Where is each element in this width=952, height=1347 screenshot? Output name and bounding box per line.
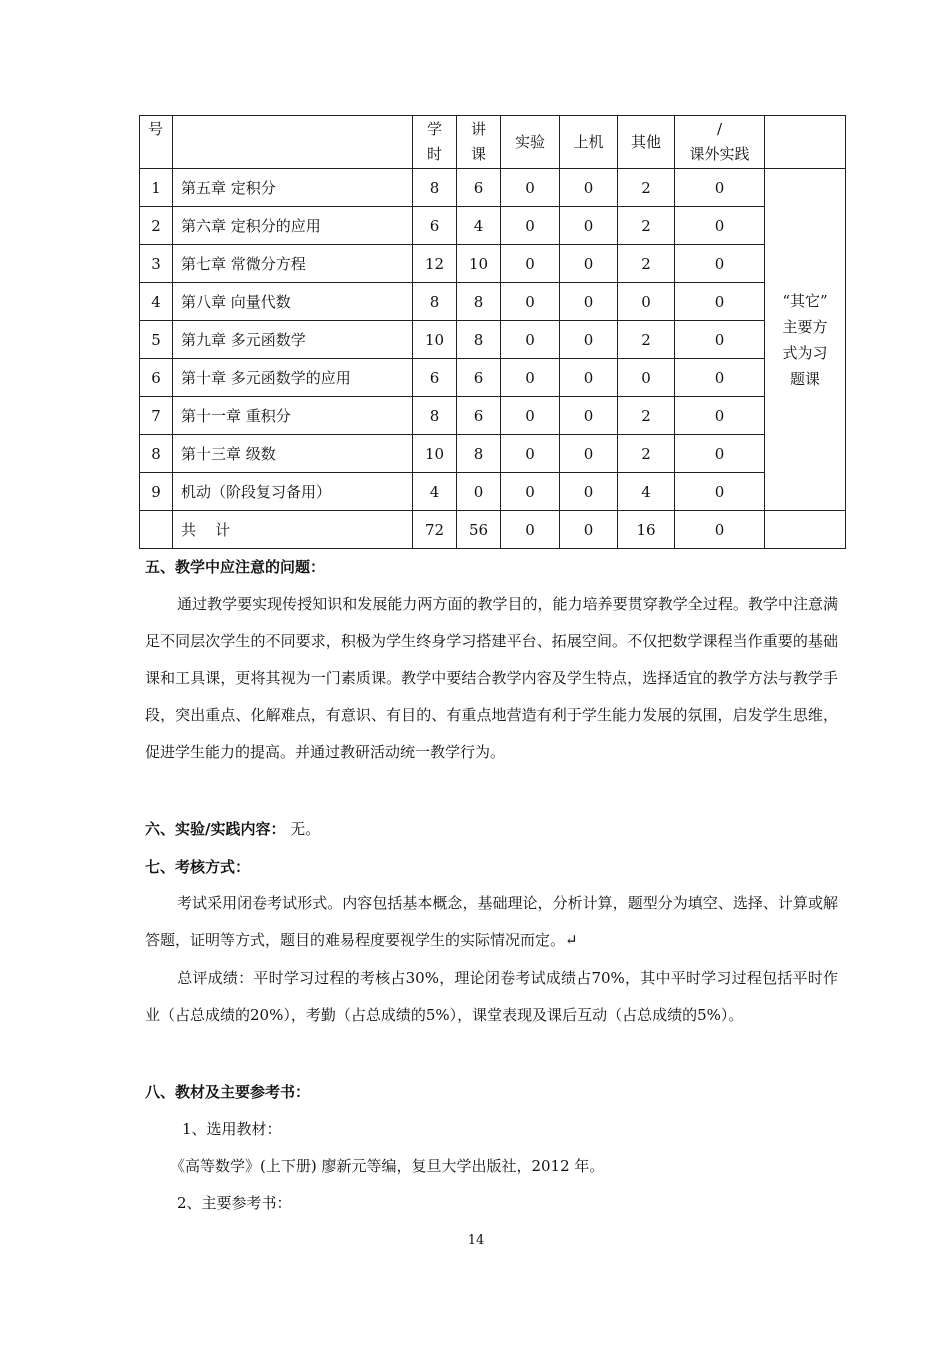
section8-item2: 2、主要参考书： — [177, 1194, 292, 1212]
row-hours: 10 — [413, 435, 457, 473]
row-computer: 0 — [560, 283, 618, 321]
section5-heading: 五、教学中应注意的问题： — [145, 558, 326, 576]
row-computer: 0 — [560, 245, 618, 283]
row-no: 9 — [140, 473, 173, 511]
total-note — [765, 511, 846, 549]
row-other: 2 — [618, 207, 675, 245]
row-chapter: 第九章 多元函数学 — [173, 321, 413, 359]
section8-textbook: 《高等数学》(上下册) 廖新元等编，复旦大学出版社，2012 年。 — [170, 1157, 605, 1175]
header-note — [765, 116, 846, 169]
row-no: 1 — [140, 169, 173, 207]
row-practice: 0 — [675, 473, 765, 511]
header-other: 其他 — [618, 116, 675, 169]
total-no — [140, 511, 173, 549]
table-row — [140, 321, 846, 359]
row-hours: 10 — [413, 321, 457, 359]
row-experiment: 0 — [501, 207, 560, 245]
header-no: 号 — [140, 116, 173, 169]
table-row — [140, 473, 846, 511]
row-hours: 4 — [413, 473, 457, 511]
row-chapter: 第七章 常微分方程 — [173, 245, 413, 283]
row-lecture: 10 — [457, 245, 501, 283]
row-practice: 0 — [675, 283, 765, 321]
row-computer: 0 — [560, 397, 618, 435]
row-computer: 0 — [560, 473, 618, 511]
row-practice: 0 — [675, 397, 765, 435]
row-practice: 0 — [675, 245, 765, 283]
row-other: 2 — [618, 169, 675, 207]
row-lecture: 4 — [457, 207, 501, 245]
table-row — [140, 207, 846, 245]
row-no: 2 — [140, 207, 173, 245]
table-row — [140, 397, 846, 435]
table-row — [140, 283, 846, 321]
row-lecture: 0 — [457, 473, 501, 511]
row-hours: 6 — [413, 359, 457, 397]
total-lecture: 56 — [457, 511, 501, 549]
table-header-row — [140, 116, 846, 169]
section8-item1: 1、选用教材： — [182, 1120, 282, 1138]
row-hours: 12 — [413, 245, 457, 283]
section7-heading: 七、考核方式： — [145, 858, 251, 876]
header-study-hours: 学 时 — [413, 116, 457, 169]
row-chapter: 第六章 定积分的应用 — [173, 207, 413, 245]
row-hours: 6 — [413, 207, 457, 245]
section8-heading: 八、教材及主要参考书： — [145, 1083, 311, 1101]
row-chapter: 第十三章 级数 — [173, 435, 413, 473]
row-computer: 0 — [560, 207, 618, 245]
header-computer: 上机 — [560, 116, 618, 169]
row-chapter: 第十章 多元函数学的应用 — [173, 359, 413, 397]
note-cell: “其它” 主要方 式为习 题课 — [765, 169, 846, 511]
row-lecture: 6 — [457, 397, 501, 435]
row-chapter: 机动（阶段复习备用） — [173, 473, 413, 511]
table-row — [140, 245, 846, 283]
total-label: 共 计 — [173, 511, 413, 549]
total-other: 16 — [618, 511, 675, 549]
row-no: 3 — [140, 245, 173, 283]
row-lecture: 8 — [457, 321, 501, 359]
header-outside-practice: / 课外实践 — [675, 116, 765, 169]
row-lecture: 6 — [457, 169, 501, 207]
total-experiment: 0 — [501, 511, 560, 549]
row-experiment: 0 — [501, 245, 560, 283]
row-other: 2 — [618, 435, 675, 473]
row-computer: 0 — [560, 359, 618, 397]
row-chapter: 第八章 向量代数 — [173, 283, 413, 321]
section6-heading: 六、实验/实践内容： 无。 — [145, 820, 321, 838]
row-no: 8 — [140, 435, 173, 473]
row-no: 7 — [140, 397, 173, 435]
page-number: 14 — [467, 1233, 485, 1248]
row-computer: 0 — [560, 169, 618, 207]
row-experiment: 0 — [501, 359, 560, 397]
row-experiment: 0 — [501, 321, 560, 359]
row-practice: 0 — [675, 321, 765, 359]
row-other: 2 — [618, 245, 675, 283]
header-experiment: 实验 — [501, 116, 560, 169]
course-hours-table — [139, 115, 846, 549]
table-row — [140, 169, 846, 207]
row-computer: 0 — [560, 321, 618, 359]
row-other: 0 — [618, 283, 675, 321]
row-experiment: 0 — [501, 435, 560, 473]
row-no: 4 — [140, 283, 173, 321]
row-experiment: 0 — [501, 283, 560, 321]
section7-para1: 考试采用闭卷考试形式。内容包括基本概念，基础理论，分析计算，题型分为填空、选择、计算或解答题，证明等方式，题目的难易程度要视学生的实际情况而定。↵ — [145, 894, 838, 949]
row-other: 2 — [618, 321, 675, 359]
row-chapter: 第十一章 重积分 — [173, 397, 413, 435]
table-row — [140, 435, 846, 473]
row-hours: 8 — [413, 169, 457, 207]
total-practice: 0 — [675, 511, 765, 549]
row-other: 0 — [618, 359, 675, 397]
row-lecture: 8 — [457, 283, 501, 321]
row-experiment: 0 — [501, 169, 560, 207]
row-no: 6 — [140, 359, 173, 397]
row-experiment: 0 — [501, 397, 560, 435]
total-computer: 0 — [560, 511, 618, 549]
row-practice: 0 — [675, 169, 765, 207]
section5-body: 通过教学要实现传授知识和发展能力两方面的教学目的，能力培养要贯穿教学全过程。教学中注意满足不同层次学生的不同要求，积极为学生终身学习搭建平台、拓展空间。不仅把数学课程当作重要的基础课和工具课，更将其视为一门素质课。教学中要结合教学内容及学生特点，选择适宜的教学方法与教学手段，突出重点、化解难点，有意识、有目的、有重点地营造有利于学生能力发展的氛围，启发学生思维，促进学生能力的提高。并通过教研活动统一教学行为。 — [145, 595, 838, 761]
row-experiment: 0 — [501, 473, 560, 511]
row-practice: 0 — [675, 207, 765, 245]
row-other: 2 — [618, 397, 675, 435]
header-lecture: 讲 课 — [457, 116, 501, 169]
table-row — [140, 359, 846, 397]
row-lecture: 8 — [457, 435, 501, 473]
row-practice: 0 — [675, 435, 765, 473]
table-total-row — [140, 511, 846, 549]
row-lecture: 6 — [457, 359, 501, 397]
row-no: 5 — [140, 321, 173, 359]
header-chapter — [173, 116, 413, 169]
total-hours: 72 — [413, 511, 457, 549]
row-hours: 8 — [413, 283, 457, 321]
row-computer: 0 — [560, 435, 618, 473]
row-other: 4 — [618, 473, 675, 511]
section6-value: 无。 — [285, 820, 321, 838]
row-practice: 0 — [675, 359, 765, 397]
row-chapter: 第五章 定积分 — [173, 169, 413, 207]
row-hours: 8 — [413, 397, 457, 435]
section7-para2: 总评成绩：平时学习过程的考核占30%，理论闭卷考试成绩占70%，其中平时学习过程包括平时作业（占总成绩的20%），考勤（占总成绩的5%），课堂表现及课后互动（占总成绩的5%）。 — [145, 969, 838, 1024]
